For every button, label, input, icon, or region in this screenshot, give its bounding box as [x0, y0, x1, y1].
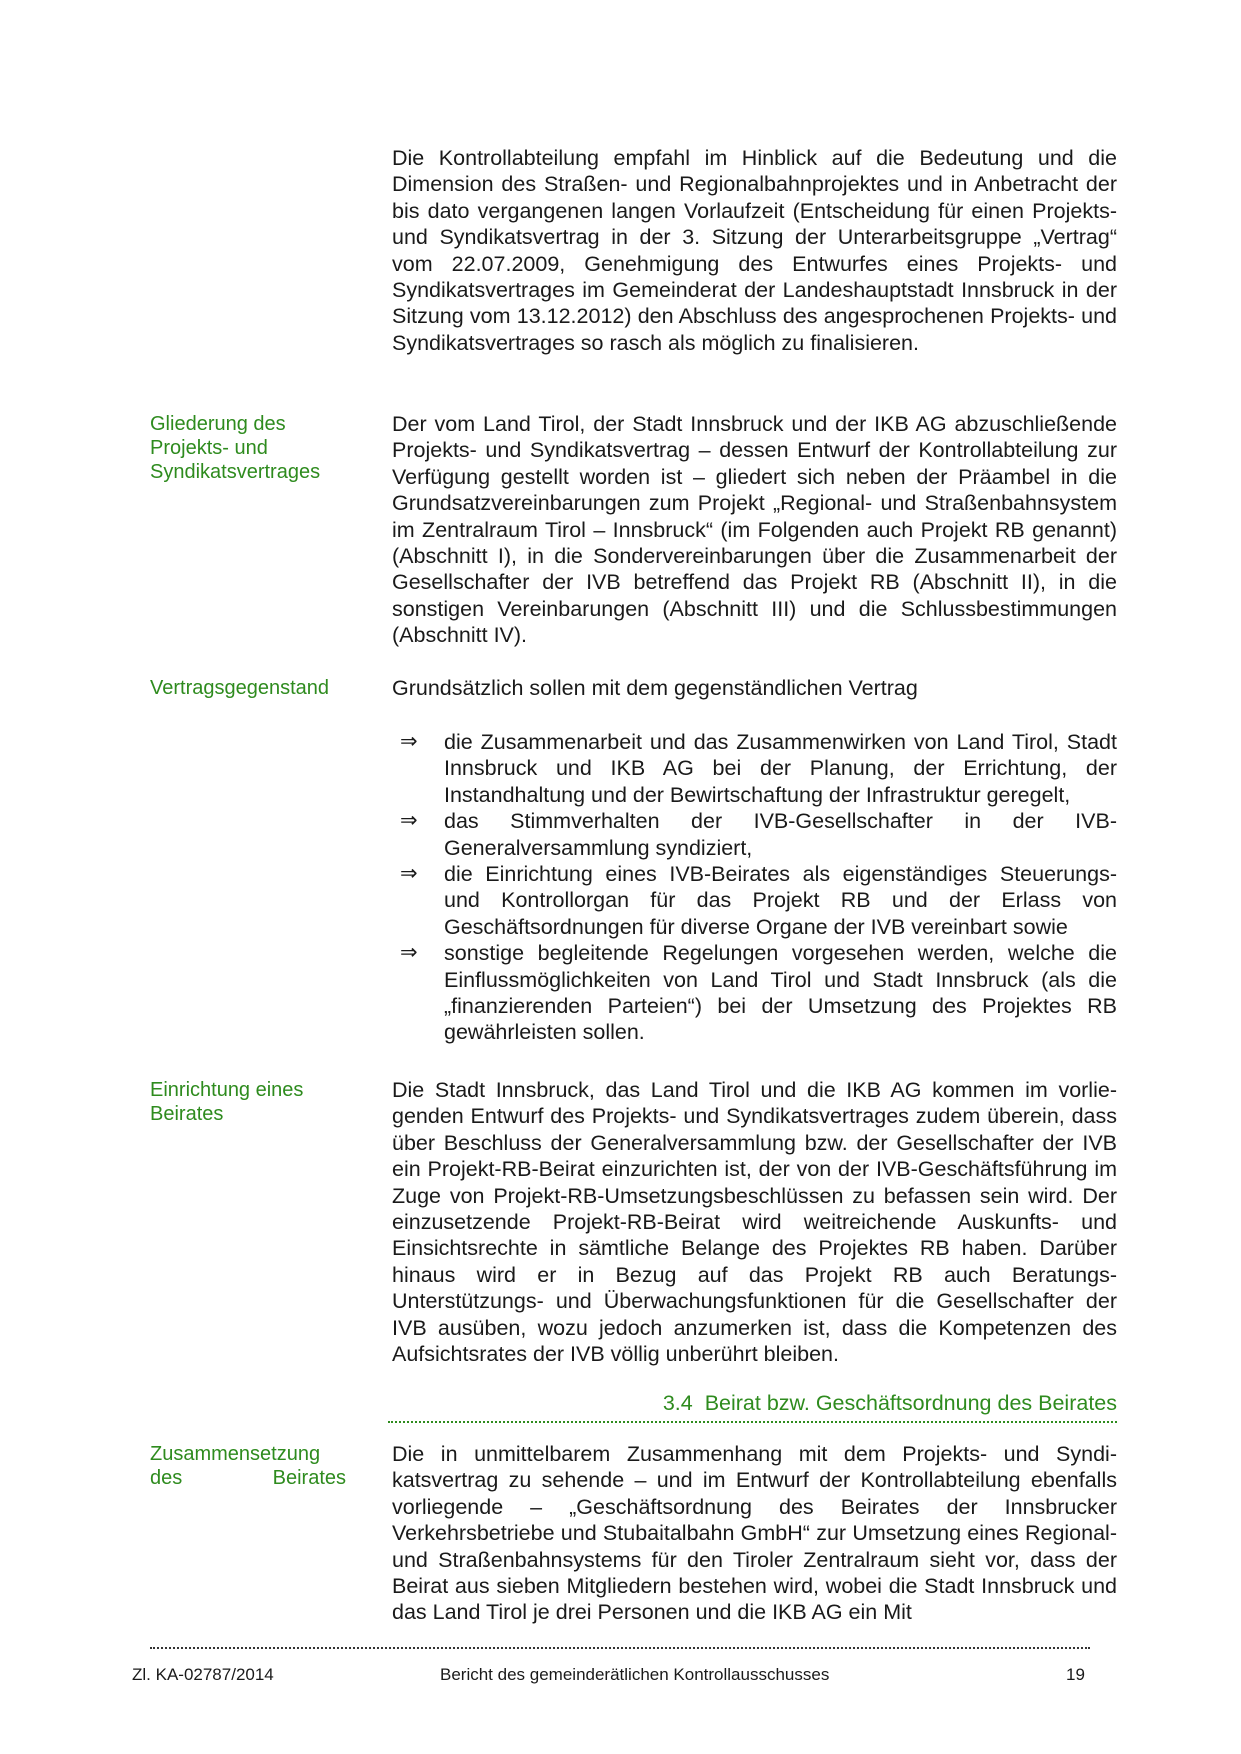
paragraph-vertragsgegenstand: Grundsätzlich sollen mit dem gegenständlichen Vertrag — [392, 676, 918, 700]
page-number: 19 — [1066, 1665, 1085, 1684]
heading-divider — [388, 1421, 1117, 1423]
section-heading — [392, 1390, 1117, 1416]
bullet-list — [392, 729, 1117, 1046]
list-item-text: sonstige begleitende Regelungen vorgesehen werden, welche die Einflussmöglichkeiten von Land Tirol und Stadt Innsbruck (als die „finanzierenden Parteien“) bei der Umsetzung des Projektes RB gewährleisten sollen. — [444, 941, 1117, 1045]
arrow-right-icon: ⇒ — [400, 730, 418, 753]
intro-paragraph: Die Kontrollabteilung empfahl im Hinblick auf die Bedeutung und die Dimension des Straßen- und Regionalbahnprojektes und in Anbetracht der bis dato vergangenen langen Vorlaufzeit (Entscheidung für einen Projekts- und Syndikatsvertrag in der 3. Sitzung der Unterarbeitsgruppe „Vertrag“ vom 22.07.2009, Genehmigung des Entwurfes eines Projekts- und Syndikatsvertrages im Gemeinderat der Landeshauptstadt Innsbruck in der Sitzung vom 13.12.2012) den Abschluss des angesprochenen Projekts- und Syndikatsvertrages so rasch als möglich zu finalisieren. — [392, 146, 1117, 355]
footer-reference: Zl. KA-02787/2014 — [132, 1665, 274, 1684]
section-number: 3.4 — [662, 1391, 693, 1415]
list-item-text: die Einrichtung eines IVB-Beirates als eigenständiges Steuerungs- und Kontrollorgan für das Projekt RB und der Erlass von Geschäftsordnungen für diverse Organe der IVB vereinbart sowie — [444, 862, 1117, 939]
paragraph-gliederung: Der vom Land Tirol, der Stadt Innsbruck und der IKB AG abzuschließende Projekts- und Syndikatsvertrag – dessen Entwurf der Kontrollabteilung zur Verfügung gestellt worden ist – gliedert sich neben der Präambel in die Grundsatzvereinbarungen zum Projekt „Regional- und Straßenbahnsystem im Zentralraum Tirol – Innsbruck“ (im Folgenden auch Projekt RB genannt) (Abschnitt I), in die Sondervereinbarungen über die Zusammenarbeit der Gesellschafter der IVB betreffend das Projekt RB (Abschnitt II), in die sonstigen Vereinbarungen (Abschnitt III) und die Schlussbestimmungen (Abschnitt IV). — [392, 412, 1117, 648]
margin-note-vertragsgegenstand: Vertragsgegenstand — [150, 677, 330, 699]
paragraph-einrichtung: Die Stadt Innsbruck, das Land Tirol und die IKB AG kommen im vorliegenden Entwurf des Projekts- und Syndikatsvertrages zudem überein, dass über Beschluss der Generalversammlung bzw. der Gesellschafter der IVB ein Projekt-RB-Beirat einzurichten ist, der von der IVB-Geschäftsführung im Zuge von Projekt-RB-Umsetzungsbeschlüssen zu befassen sein wird. Der einzusetzende Projekt-RB-Beirat wird weitreichende Auskunfts- und Einsichtsrechte in sämtliche Belange des Projektes RB haben. Darüber hinaus wird er in Bezug auf das Projekt RB auch Beratungs- Unterstützungs- und Überwachungsfunktionen für die Gesellschafter der IVB ausüben, wozu jedoch anzumerken ist, dass die Kompetenzen des Aufsichtsrates der IVB völlig unberührt bleiben. — [392, 1078, 1117, 1367]
section-title: Beirat bzw. Geschäftsordnung des Beirates — [704, 1391, 1117, 1415]
arrow-right-icon: ⇒ — [400, 862, 418, 886]
list-item-text: die Zusammenarbeit und das Zusammenwirken von Land Tirol, Stadt Innsbruck und IKB AG bei der Planung, der Errichtung, der Instandhaltung und der Bewirtschaftung der Infrastruktur geregelt, — [444, 730, 1117, 807]
margin-note-zusammensetzung: Zusammensetzung des Beirates — [150, 1443, 346, 1489]
footer-title: Bericht des gemeinderätlichen Kontrollausschusses — [440, 1665, 830, 1684]
list-item — [392, 808, 1117, 861]
margin-note-gliederung: Gliederung des Projekts- und Syndikatsvertrages — [150, 413, 321, 483]
list-item — [392, 729, 1117, 808]
list-item — [392, 861, 1117, 940]
footer-divider — [150, 1647, 1090, 1649]
list-item-text: das Stimmverhalten der IVB-Gesellschafter in der IVB-Generalversammlung syndiziert, — [444, 809, 1117, 860]
margin-note-einrichtung: Einrichtung eines Beirates — [150, 1079, 304, 1125]
list-item — [392, 940, 1117, 1046]
arrow-right-icon: ⇒ — [400, 809, 418, 833]
paragraph-zusammensetzung: Die in unmittelbarem Zusammenhang mit dem Projekts- und Syndikatsvertrag zu sehende – und im Entwurf der Kontrollabteilung ebenfalls vorliegende – „Geschäftsordnung des Beirates der Innsbrucker Verkehrsbetriebe und Stubaitalbahn GmbH“ zur Umsetzung eines Regional- und Straßenbahnsystems für den Tiroler Zentralraum sieht vor, dass der Beirat aus sieben Mitgliedern bestehen wird, wobei die Stadt Innsbruck und das Land Tirol je drei Personen und die IKB AG ein Mit — [392, 1442, 1117, 1625]
arrow-right-icon: ⇒ — [400, 941, 418, 965]
